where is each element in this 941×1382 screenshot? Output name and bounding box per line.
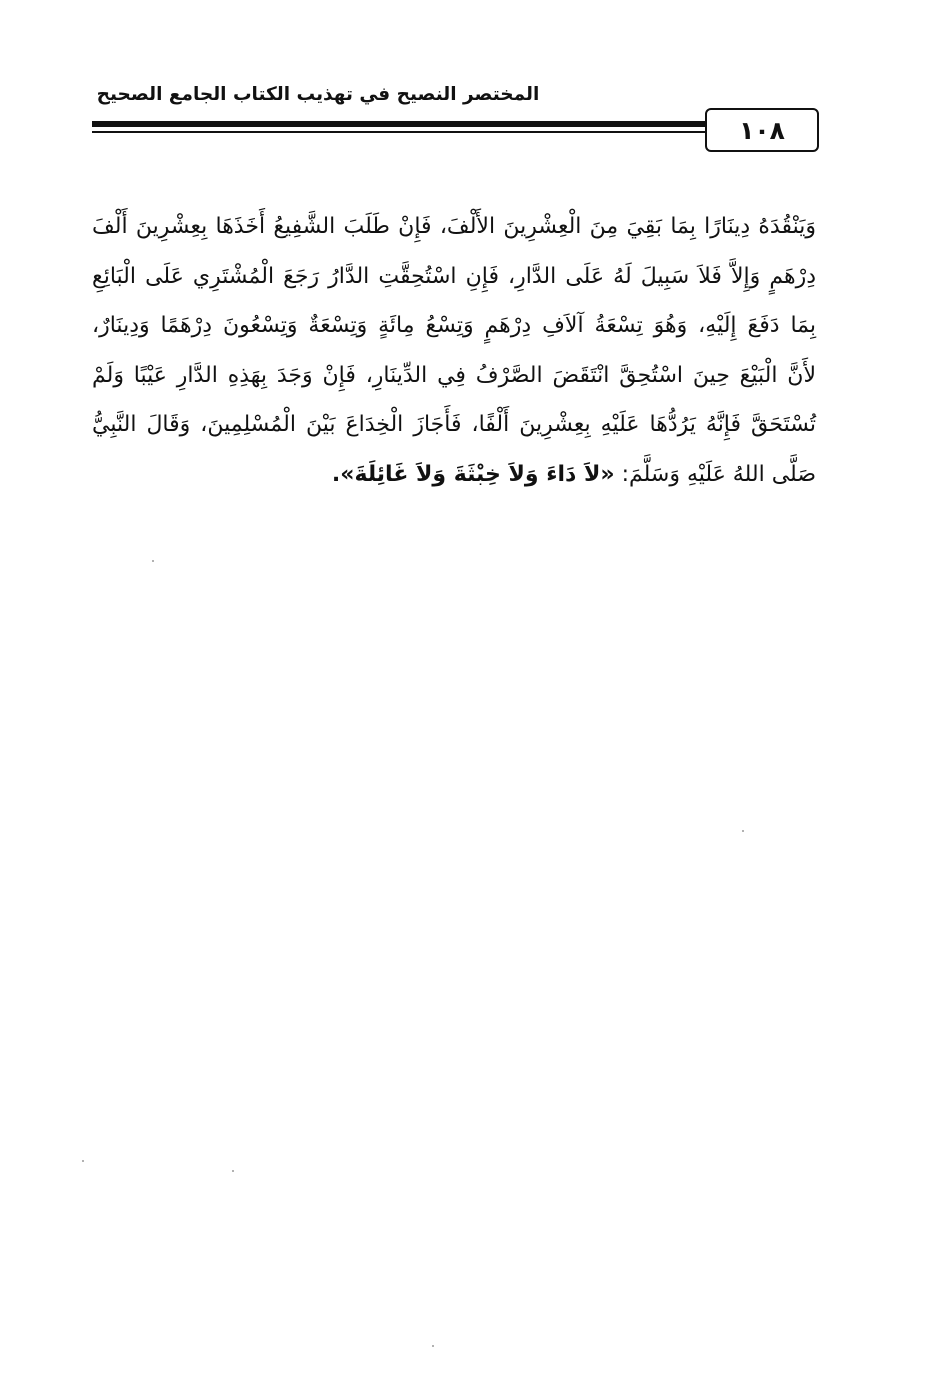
running-header-title: المختصر النصيح في تهذيب الكتاب الجامع الصحيح [96, 84, 540, 105]
text-line: وَيَنْقُدَهُ دِينَارًا بِمَا بَقِيَ مِنَ الْعِشْرِينَ الأَلْفَ، فَإِنْ طَلَبَ الشَّفِيعُ أَخَذَهَا بِعِشْرِينَ أَلْفَ [92, 214, 816, 239]
scan-speck [82, 1160, 84, 1162]
text-line-last [92, 450, 816, 500]
scan-speck [152, 560, 154, 562]
text-line-prefix: صَلَّى اللهُ عَلَيْهِ وَسَلَّمَ: [614, 461, 816, 487]
scan-speck [742, 830, 744, 832]
text-line: دِرْهَمٍ وَإِلاَّ فَلاَ سَبِيلَ لَهُ عَلَى الدَّارِ، فَإِنِ اسْتُحِقَّتِ الدَّارُ رَجَعَ الْمُشْتَرِي عَلَى الْبَائِعِ [92, 263, 816, 289]
text-line: بِمَا دَفَعَ إِلَيْهِ، وَهُوَ تِسْعَةُ آلاَفِ دِرْهَمٍ وَتِسْعُ مِائَةٍ وَتِسْعَةٌ وَتِسْعُونَ دِرْهَمًا وَدِينَارٌ، [92, 313, 816, 339]
page-number: ١٠٨ [739, 115, 785, 145]
scan-speck [432, 1345, 434, 1347]
page-number-box [705, 108, 819, 152]
text-line: لأَنَّ الْبَيْعَ حِينَ اسْتُحِقَّ انْتَقَضَ الصَّرْفُ فِي الدِّينَارِ، فَإِنْ وَجَدَ بِهَذِهِ الدَّارِ عَيْبًا وَلَمْ [92, 362, 816, 388]
header-rule-thick [92, 121, 712, 127]
body-text [92, 202, 816, 500]
header-rule-thin [92, 131, 712, 133]
text-line: تُسْتَحَقَّ فَإِنَّهُ يَرُدُّهَا عَلَيْهِ بِعِشْرِينَ أَلْفًا، فَأَجَازَ الْخِدَاعَ بَيْنَ الْمُسْلِمِينَ، وَقَالَ النَّبِيُّ [92, 412, 816, 438]
hadith-quote: «لاَ دَاءَ وَلاَ خِبْثَةَ وَلاَ غَائِلَةَ». [331, 461, 615, 487]
scan-speck [232, 1170, 234, 1172]
